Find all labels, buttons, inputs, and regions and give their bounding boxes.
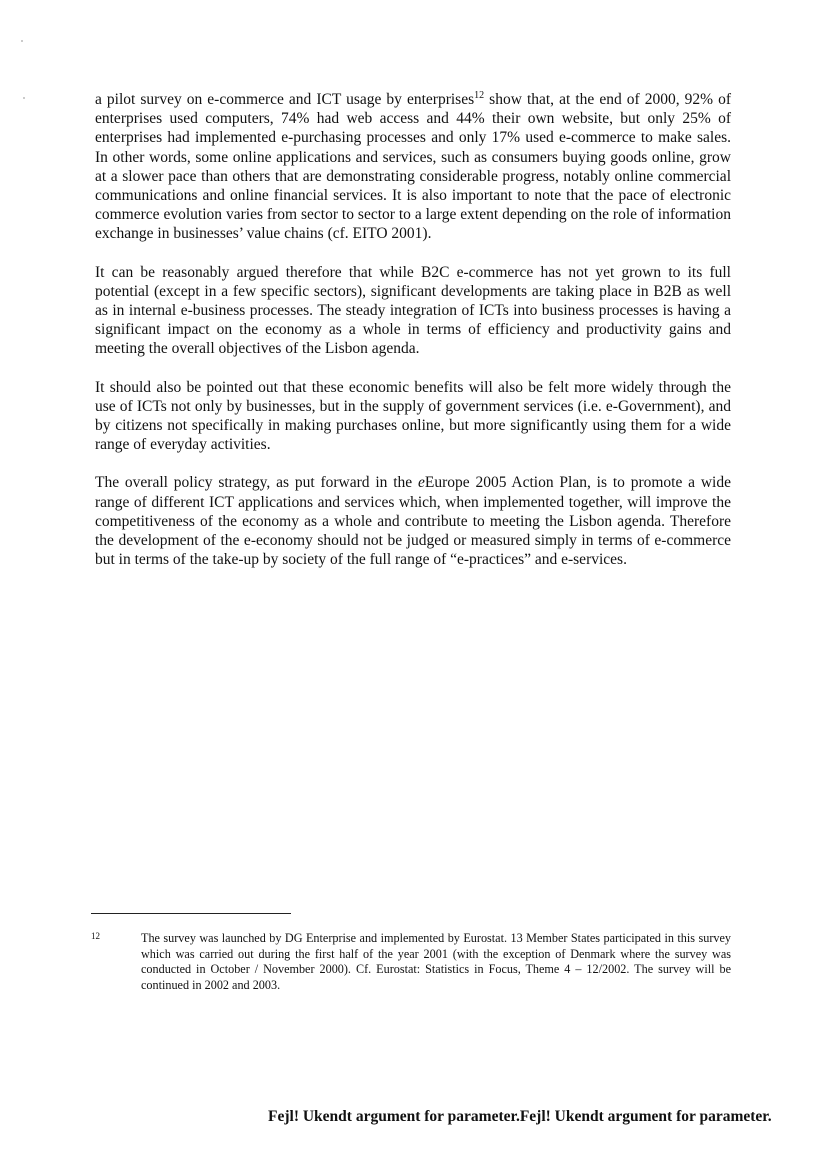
paragraph-1-text: a pilot survey on e-commerce and ICT usage by enterprises bbox=[95, 91, 475, 108]
scan-speck bbox=[23, 97, 25, 99]
paragraph-3: It should also be pointed out that these economic benefits will also be felt more widely through the use of ICTs not only by businesses, but in the supply of government services (i.e. e-Government), and by citizens not specifically in making purchases online, but more significantly using them for a wide range of everyday activities. bbox=[95, 378, 731, 454]
paragraph-4-italic: e bbox=[417, 474, 425, 492]
footnote bbox=[91, 931, 731, 993]
paragraph-2: It can be reasonably argued therefore that while B2C e-commerce has not yet grown to its full potential (except in a few specific sectors), significant developments are taking place in B2B as well as in internal e-business processes. The steady integration of ICTs into business processes is having a significant impact on the economy as a whole in terms of efficiency and productivity gains and meeting the overall objectives of the Lisbon agenda. bbox=[95, 263, 731, 358]
footnote-reference: 12 bbox=[474, 89, 485, 101]
body-text bbox=[95, 90, 731, 588]
paragraph-4-text-continued: Europe 2005 Action Plan, is to promote a wide range of different ICT applications and services which, when implemented together, will improve the competitiveness of the economy as a whole and contribute to meeting the Lisbon agenda. Therefore the development of the e-economy should not be judged or measured simply in terms of e-commerce but in terms of the take-up by society of the full range of “e-practices” and e-services. bbox=[95, 474, 731, 569]
scan-speck bbox=[21, 40, 23, 42]
paragraph-1-text-continued: show that, at the end of 2000, 92% of enterprises used computers, 74% had web access and 44% their own website, but only 25% of enterprises had implemented e-purchasing processes and only 17% used e-commerce to make sales. In other words, some online applications and services, such as consumers buying goods online, grow at a slower pace than others that are demonstrating considerable progress, notably online commercial communications and online financial services. It is also important to note that the pace of electronic commerce evolution varies from sector to sector to a large extent depending on the role of information exchange in businesses’ value chains (cf. EITO 2001). bbox=[95, 91, 731, 243]
footnote-number: 12 bbox=[91, 931, 100, 941]
page-footer: Fejl! Ukendt argument for parameter.Fejl! Ukendt argument for parameter. bbox=[268, 1108, 772, 1125]
footnote-separator bbox=[91, 913, 291, 914]
paragraph-4 bbox=[95, 473, 731, 569]
paragraph-1 bbox=[95, 90, 731, 244]
footnote-text: The survey was launched by DG Enterprise and implemented by Eurostat. 13 Member States participated in this survey which was carried out during the first half of the year 2001 (with the exception of Denmark where the survey was conducted in October / November 2000). Cf. Eurostat: Statistics in Focus, Theme 4 – 12/2002. The survey will be continued in 2002 and 2003. bbox=[141, 931, 731, 992]
paragraph-4-text: The overall policy strategy, as put forward in the bbox=[95, 474, 418, 492]
